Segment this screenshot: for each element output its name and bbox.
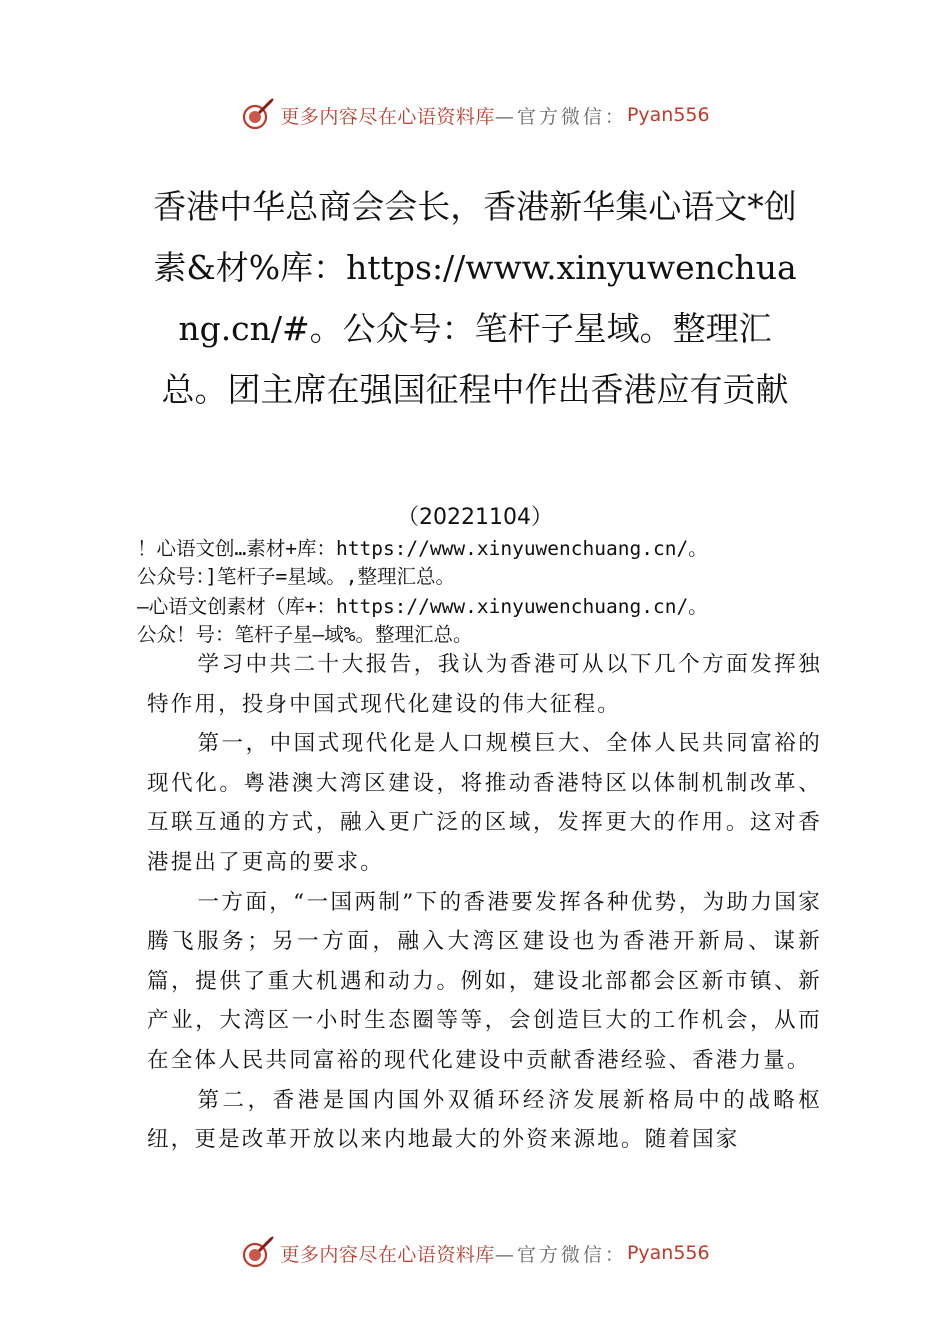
body-paragraph: 第二，香港是国内国外双循环经济发展新格局中的战略枢纽，更是改革开放以来内地最大的外资来源地。随着国家 [147, 1087, 822, 1153]
document-date: （20221104） [397, 505, 553, 530]
watermark-wechat-id: Pyan556 [626, 1242, 710, 1264]
watermark-wechat-id: Pyan556 [626, 104, 710, 126]
watermark-separator: —官方微信： [494, 105, 627, 128]
pen-seal-icon [240, 1236, 274, 1270]
ad-line: 公众号：]笔杆子=星域。,整理汇总。 [137, 565, 455, 588]
watermark-separator: —官方微信： [494, 1243, 627, 1266]
ad-line: 公众！号：笔杆子星—域%。整理汇总。 [137, 623, 473, 646]
document-title: 香港中华总商会会长，香港新华集心语文*创素&材%库：https://www.xinyuwenchuang.cn/#。公众号：笔杆子星域。整理汇总。团主席在强国征程中作出香港应有贡献 [153, 187, 797, 409]
header-watermark [0, 95, 950, 135]
body-paragraph: 一方面，“一国两制”下的香港要发挥各种优势，为助力国家腾飞服务；另一方面，融入大湾区建设也为香港开新局、谋新篇，提供了重大机遇和动力。例如，建设北部都会区新市镇、新产业，大湾区一小时生态圈等等，会创造巨大的工作机会，从而在全体人民共同富裕的现代化建设中贡献香港经验、香港力量。 [147, 889, 822, 1073]
watermark-highlight: 更多内容尽在心语资料库 [280, 105, 495, 128]
ad-line: —心语文创素材（库+：https://www.xinyuwenchuang.cn/。 [137, 595, 708, 618]
pen-seal-icon [240, 98, 274, 132]
ad-line: ！心语文创…素材+库：https://www.xinyuwenchuang.cn/。 [137, 537, 708, 560]
body-paragraph: 第一，中国式现代化是人口规模巨大、全体人民共同富裕的现代化。粤港澳大湾区建设，将推动香港特区以体制机制改革、互联互通的方式，融入更广泛的区域，发挥更大的作用。这对香港提出了更高的要求。 [147, 731, 822, 875]
document-body [147, 645, 822, 1160]
watermark-highlight: 更多内容尽在心语资料库 [280, 1243, 495, 1266]
body-paragraph: 学习中共二十大报告，我认为香港可从以下几个方面发挥独特作用，投身中国式现代化建设的伟大征程。 [147, 652, 822, 717]
footer-watermark [0, 1233, 950, 1273]
